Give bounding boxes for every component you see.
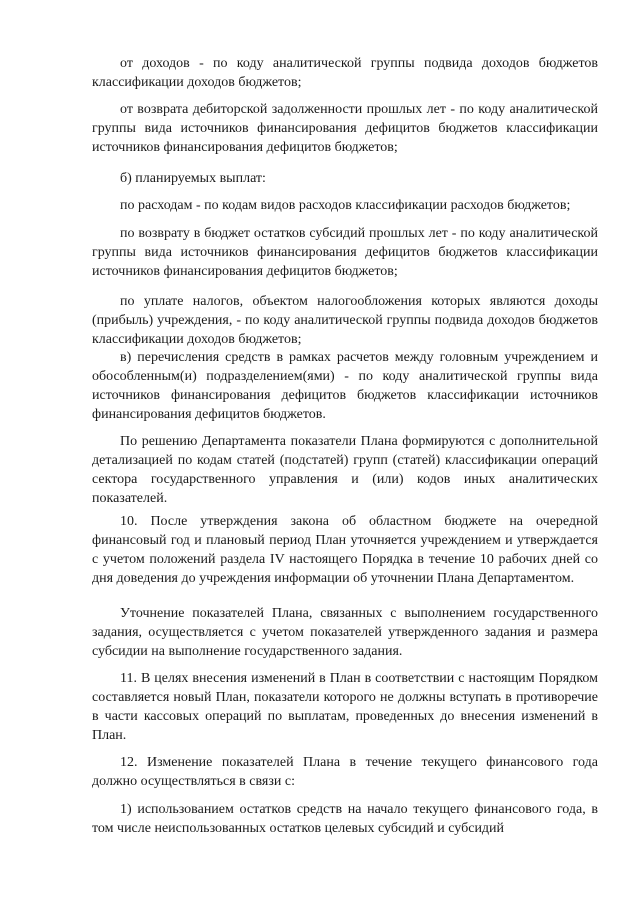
paragraph-income: от доходов - по коду аналитической группы подвида доходов бюджетов классификации доходов бюджетов; (92, 56, 598, 90)
paragraph-state-task: Уточнение показателей Плана, связанных с выполнением государственного задания, осуществляется с учетом показателей утвержденного задания и размера субсидии на выполнение государственного задания. (92, 606, 598, 659)
paragraph-transfers: в) перечисления средств в рамках расчетов между головным учреждением и обособленным(и) подразделением(ями) - по коду аналитической группы вида источников финансирования дефицитов бюджетов классификации источников финансирования дефицитов бюджетов. (92, 350, 598, 422)
paragraph-department-decision: По решению Департамента показатели Плана формируются с дополнительной детализацией по кодам статей (подстатей) групп (статей) классификации операций сектора государственного управления и (или) кодов иных аналитических показателей. (92, 434, 598, 506)
paragraph-item-12: 12. Изменение показателей Плана в течение текущего финансового года должно осуществляться в связи с: (92, 755, 598, 789)
paragraph-receivables-return: от возврата дебиторской задолженности прошлых лет - по коду аналитической группы вида источников финансирования дефицитов бюджетов классификации источников финансирования дефицитов бюджетов; (92, 102, 598, 155)
paragraph-subsidy-return: по возврату в бюджет остатков субсидий прошлых лет - по коду аналитической группы вида источников финансирования дефицитов бюджетов классификации источников финансирования дефицитов бюджетов; (92, 226, 598, 279)
paragraph-expenses: по расходам - по кодам видов расходов классификации расходов бюджетов; (120, 198, 571, 213)
paragraph-planned-payments: б) планируемых выплат: (120, 171, 266, 186)
paragraph-taxes: по уплате налогов, объектом налогообложения которых являются доходы (прибыль) учреждения, - по коду аналитической группы подвида доходов бюджетов классификации доходов бюджетов; (92, 294, 598, 347)
paragraph-item-11: 11. В целях внесения изменений в План в соответствии с настоящим Порядком составляется новый План, показатели которого не должны вступать в противоречие в части кассовых операций по выплатам, проведенных до внесения изменений в План. (92, 671, 598, 743)
paragraph-item-12-1: 1) использованием остатков средств на начало текущего финансового года, в том числе неиспользованных остатков целевых субсидий и субсидий (92, 802, 598, 836)
paragraph-item-10: 10. После утверждения закона об областном бюджете на очередной финансовый год и плановый период План уточняется учреждением и утверждается с учетом положений раздела IV настоящего Порядка в течение 10 рабочих дней со дня доведения до учреждения информации об уточнении Плана Департаментом. (92, 514, 598, 586)
